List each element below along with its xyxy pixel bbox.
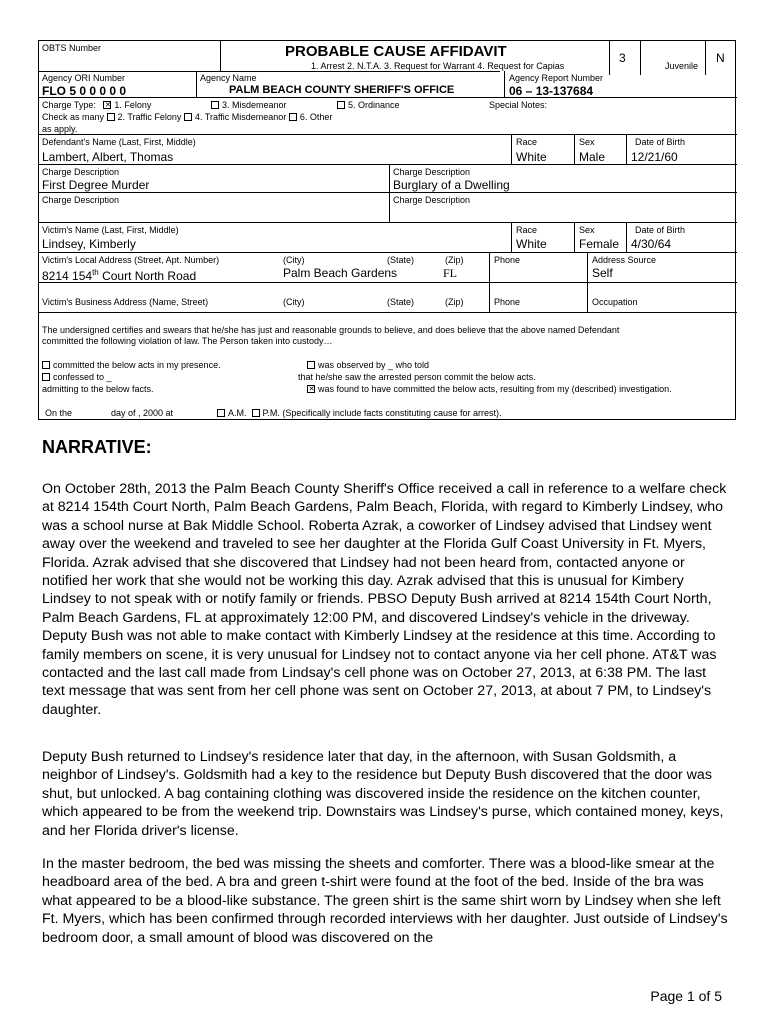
defendant-race-label: Race: [516, 137, 538, 147]
confessed-label: confessed to _: [53, 372, 112, 382]
victim-state-value: FL: [443, 266, 458, 280]
am-checkbox[interactable]: [217, 409, 225, 417]
report-number-value: 06 – 13-137684: [509, 84, 594, 98]
am-label: A.M.: [228, 408, 247, 418]
saw-label: that he/she saw the arrested person commit the below acts.: [298, 372, 536, 382]
observed-checkbox[interactable]: [307, 361, 315, 369]
zip-label: (Zip): [445, 255, 464, 265]
victim-city-value: Palm Beach Gardens: [283, 266, 398, 280]
charge-desc-value-1: First Degree Murder: [42, 178, 150, 192]
on-the-label: On the: [45, 408, 73, 418]
occupation-label: Occupation: [592, 297, 638, 307]
traffic-felony-label: 2. Traffic Felony: [117, 112, 182, 122]
affidavit-form: [38, 40, 736, 420]
special-notes-label: Special Notes:: [489, 100, 548, 110]
business-city-label: (City): [283, 297, 305, 307]
phone-label: Phone: [494, 255, 521, 265]
business-phone-label: Phone: [494, 297, 521, 307]
state-label: (State): [387, 255, 415, 265]
committed-label: committed the below acts in my presence.: [53, 360, 221, 370]
victim-race-label: Race: [516, 225, 538, 235]
pm-checkbox[interactable]: [252, 409, 260, 417]
business-state-label: (State): [387, 297, 415, 307]
local-address-label: Victim's Local Address (Street, Apt. Number): [42, 255, 220, 265]
defendant-race-value: White: [516, 150, 547, 164]
form-subtitle: 1. Arrest 2. N.T.A. 3. Request for Warrant 4. Request for Capias: [311, 61, 565, 71]
defendant-dob-value: 12/21/60: [631, 150, 678, 164]
day-of-label: day of , 2000 at: [111, 408, 174, 418]
charge-type-label: Charge Type:: [42, 100, 96, 110]
victim-sex-value: Female: [579, 237, 620, 251]
defendant-dob-label: Date of Birth: [635, 137, 686, 147]
address-source-label: Address Source: [592, 255, 657, 265]
other-label: 6. Other: [299, 112, 333, 122]
defendant-name-label: Defendant's Name (Last, First, Middle): [42, 137, 196, 147]
traffic-misdemeanor-label: 4. Traffic Misdemeanor: [194, 112, 287, 122]
traffic-felony-checkbox[interactable]: [107, 113, 115, 121]
report-number-label: Agency Report Number: [509, 73, 604, 83]
business-address-label: Victim's Business Address (Name, Street): [42, 297, 209, 307]
agency-ori-label: Agency ORI Number: [42, 73, 126, 83]
victim-name-value: Lindsey, Kimberly: [42, 237, 136, 251]
agency-ori-value: FLO 5 0 0 0 0 0: [42, 84, 127, 98]
defendant-name-value: Lambert, Albert, Thomas: [42, 150, 174, 164]
pm-label: P.M. (Specifically include facts constituting cause for arrest).: [262, 408, 502, 418]
misdemeanor-checkbox[interactable]: [211, 101, 219, 109]
charge-desc-label-3: Charge Description: [42, 195, 120, 205]
juvenile-label: Juvenile: [665, 61, 699, 71]
ordinance-checkbox[interactable]: [337, 101, 345, 109]
found-checkbox[interactable]: [307, 385, 315, 393]
agency-name-value: PALM BEACH COUNTY SHERIFF'S OFFICE: [229, 84, 455, 96]
felony-checkbox[interactable]: [103, 101, 111, 109]
victim-race-value: White: [516, 237, 547, 251]
narrative-paragraph-1: On October 28th, 2013 the Palm Beach County Sheriff's Office received a call in reference to a welfare check at 8214 154th Court North, Palm Beach Gardens, Palm Beach, Florida, with regard to Kimberly Lindsey, who was a school nurse at Bak Middle School. Roberta Azrak, a coworker of Lindsey advised that Lindsey went away over the weekend and traveled to see her daughter at the Florida Gulf Coast University in Ft. Myers, Florida. Azrak advised that she discovered that Lindsey had not been heard from, contacted anyone or notified her work that she would not be working this day. Azrak advised that this is unusual for Kimbery Lindsey to not speak with or notify family or friends. PBSO Deputy Bush arrived at 8214 154th Court North, Palm Beach Gardens, FL at approximately 12:00 PM, and discovered Lindsey's vehicle in the driveway. Deputy Bush was not able to make contact with Kimberly Lindsey at the residence at this time. According to family members on scene, it is very unusual for Lindsey not to contact anyone via her cell phone. AT&T was contacted and the last call made from Lindsay's cell phone was on October 27, 2013, at 6:38 PM. The last text message that was sent from her cell phone was sent on October 27, 2013, at about 7 PM, to Lindsey's daughter.: [42, 481, 727, 718]
address-source-value: Self: [592, 266, 613, 280]
traffic-misdemeanor-checkbox[interactable]: [184, 113, 192, 121]
victim-sex-label: Sex: [579, 225, 595, 235]
narrative-paragraph-3: In the master bedroom, the bed was missing the sheets and comforter. There was a blood-like smear at the headboard area of the bed. A bra and green t-shirt were found at the foot of the bed. Inside of the bra was what appeared to be a blood-like substance. The green shirt is the same shirt worn by Lindsey when she left Ft. Myers, which has been confirmed through recorded interviews with her daughter. Just outside of Lindsey's bedroom door, a small amount of blood was discovered on the: [42, 856, 728, 946]
charge-desc-label-4: Charge Description: [393, 195, 471, 205]
form-title: PROBABLE CAUSE AFFIDAVIT: [285, 43, 507, 60]
misdemeanor-label: 3. Misdemeanor: [222, 100, 287, 110]
ordinance-label: 5. Ordinance: [348, 100, 400, 110]
defendant-sex-value: Male: [579, 150, 606, 164]
charge-desc-value-2: Burglary of a Dwelling: [393, 178, 510, 192]
felony-label: 1. Felony: [114, 100, 152, 110]
charge-type-row: [42, 100, 151, 110]
certify-line-2: committed the following violation of law. The Person taken into custody…: [42, 336, 333, 346]
city-label: (City): [283, 255, 305, 265]
agency-name-label: Agency Name: [200, 73, 257, 83]
affidavit-type-number: 3: [619, 51, 626, 65]
page-number: Page 1 of 5: [650, 988, 722, 1004]
defendant-sex-label: Sex: [579, 137, 595, 147]
victim-dob-value: 4/30/64: [631, 237, 672, 251]
as-apply-label: as apply.: [42, 124, 78, 134]
victim-dob-label: Date of Birth: [635, 225, 686, 235]
certify-line-1: The undersigned certifies and swears that he/she has just and reasonable grounds to believe, and does believe that the above named Defendant: [42, 325, 620, 335]
charge-desc-label-1: Charge Description: [42, 167, 120, 177]
business-zip-label: (Zip): [445, 297, 464, 307]
charge-desc-label-2: Charge Description: [393, 167, 471, 177]
confessed-checkbox[interactable]: [42, 373, 50, 381]
committed-checkbox[interactable]: [42, 361, 50, 369]
observed-label: was observed by _ who told: [318, 360, 430, 370]
narrative-paragraph-2: Deputy Bush returned to Lindsey's residence later that day, in the afternoon, with Susan Goldsmith, a neighbor of Lindsey's. Goldsmith had a key to the residence but Deputy Bush discovered that the door was shut, but unlocked. A bag containing clothing was discovered inside the residence on the kitchen counter, which appeared to be from the weekend trip. Downstairs was Lindsey's purse, which contained money, keys, and her Florida driver's license.: [42, 749, 724, 839]
juvenile-value: N: [716, 51, 725, 65]
obts-label: OBTS Number: [42, 43, 102, 53]
admitting-label: admitting to the below facts.: [42, 384, 154, 394]
victim-street-value: 8214 154th Court North Road: [42, 268, 197, 283]
other-checkbox[interactable]: [289, 113, 297, 121]
narrative-heading: NARRATIVE:: [42, 437, 152, 457]
found-label: was found to have committed the below acts, resulting from my (described) investigation.: [318, 384, 672, 394]
victim-name-label: Victim's Name (Last, First, Middle): [42, 225, 179, 235]
check-as-many-label: Check as many: [42, 112, 105, 122]
